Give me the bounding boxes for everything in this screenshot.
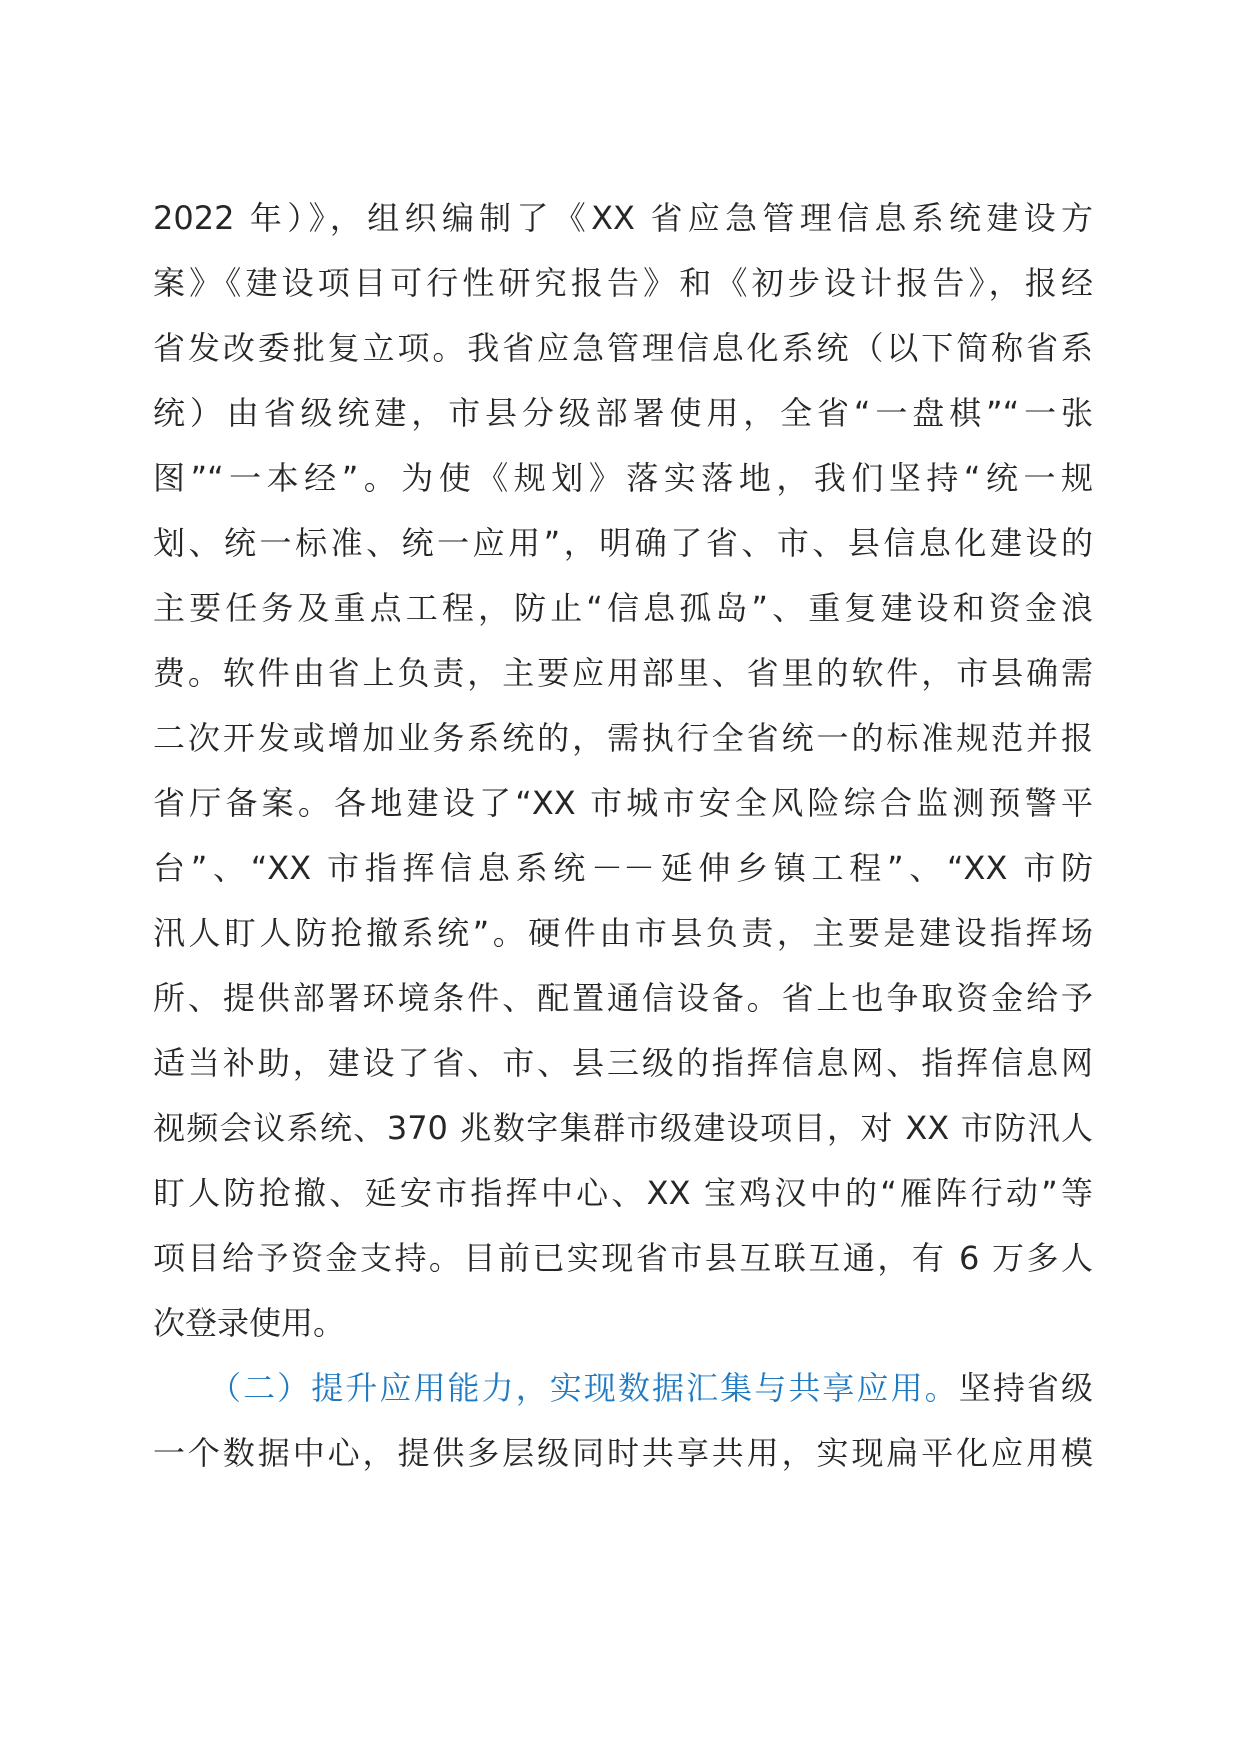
section-heading: （二）提升应用能力，实现数据汇集与共享应用。 [209, 1369, 959, 1407]
paragraph-line: 图”“一本经”。为使《规划》落实落地，我们坚持“统一规 [153, 459, 1093, 497]
paragraph-line: 所、提供部署环境条件、配置通信设备。省上也争取资金给予 [153, 979, 1093, 1017]
paragraph-line: 台”、“XX 市指挥信息系统－－延伸乡镇工程”、“XX 市防 [153, 849, 1093, 887]
paragraph-line: 案》《建设项目可行性研究报告》和《初步设计报告》，报经 [153, 264, 1093, 302]
paragraph-line: 汛人盯人防抢撤系统”。硬件由市县负责，主要是建设指挥场 [153, 914, 1093, 952]
paragraph-line: 一个数据中心，提供多层级同时共享共用，实现扁平化应用模 [153, 1434, 1093, 1472]
paragraph-line: 划、统一标准、统一应用”，明确了省、市、县信息化建设的 [153, 524, 1093, 562]
paragraph-line: 统）由省级统建，市县分级部署使用，全省“一盘棋”“一张 [153, 394, 1093, 432]
section-first-line [153, 1356, 1093, 1421]
paragraph-line: 省厅备案。各地建设了“XX 市城市安全风险综合监测预警平 [153, 784, 1093, 822]
paragraph-line: 盯人防抢撤、延安市指挥中心、XX 宝鸡汉中的“雁阵行动”等 [153, 1174, 1093, 1212]
paragraph-line: 费。软件由省上负责，主要应用部里、省里的软件，市县确需 [153, 654, 1093, 692]
document-body [153, 186, 1093, 1486]
paragraph-line: 2022 年）》，组织编制了《XX 省应急管理信息系统建设方 [153, 199, 1093, 237]
paragraph-line: 适当补助，建设了省、市、县三级的指挥信息网、指挥信息网 [153, 1044, 1093, 1082]
paragraph-line: 项目给予资金支持。目前已实现省市县互联互通，有 6 万多人 [153, 1239, 1093, 1277]
paragraph-line: 省发改委批复立项。我省应急管理信息化系统（以下简称省系 [153, 329, 1093, 367]
paragraph-line: 二次开发或增加业务系统的，需执行全省统一的标准规范并报 [153, 719, 1093, 757]
paragraph-line: 主要任务及重点工程，防止“信息孤岛”、重复建设和资金浪 [153, 589, 1093, 627]
paragraph-line: 视频会议系统、370 兆数字集群市级建设项目，对 XX 市防汛人 [153, 1109, 1093, 1147]
section-text: 坚持省级 [958, 1369, 1093, 1407]
paragraph-line: 次登录使用。 [153, 1304, 346, 1342]
